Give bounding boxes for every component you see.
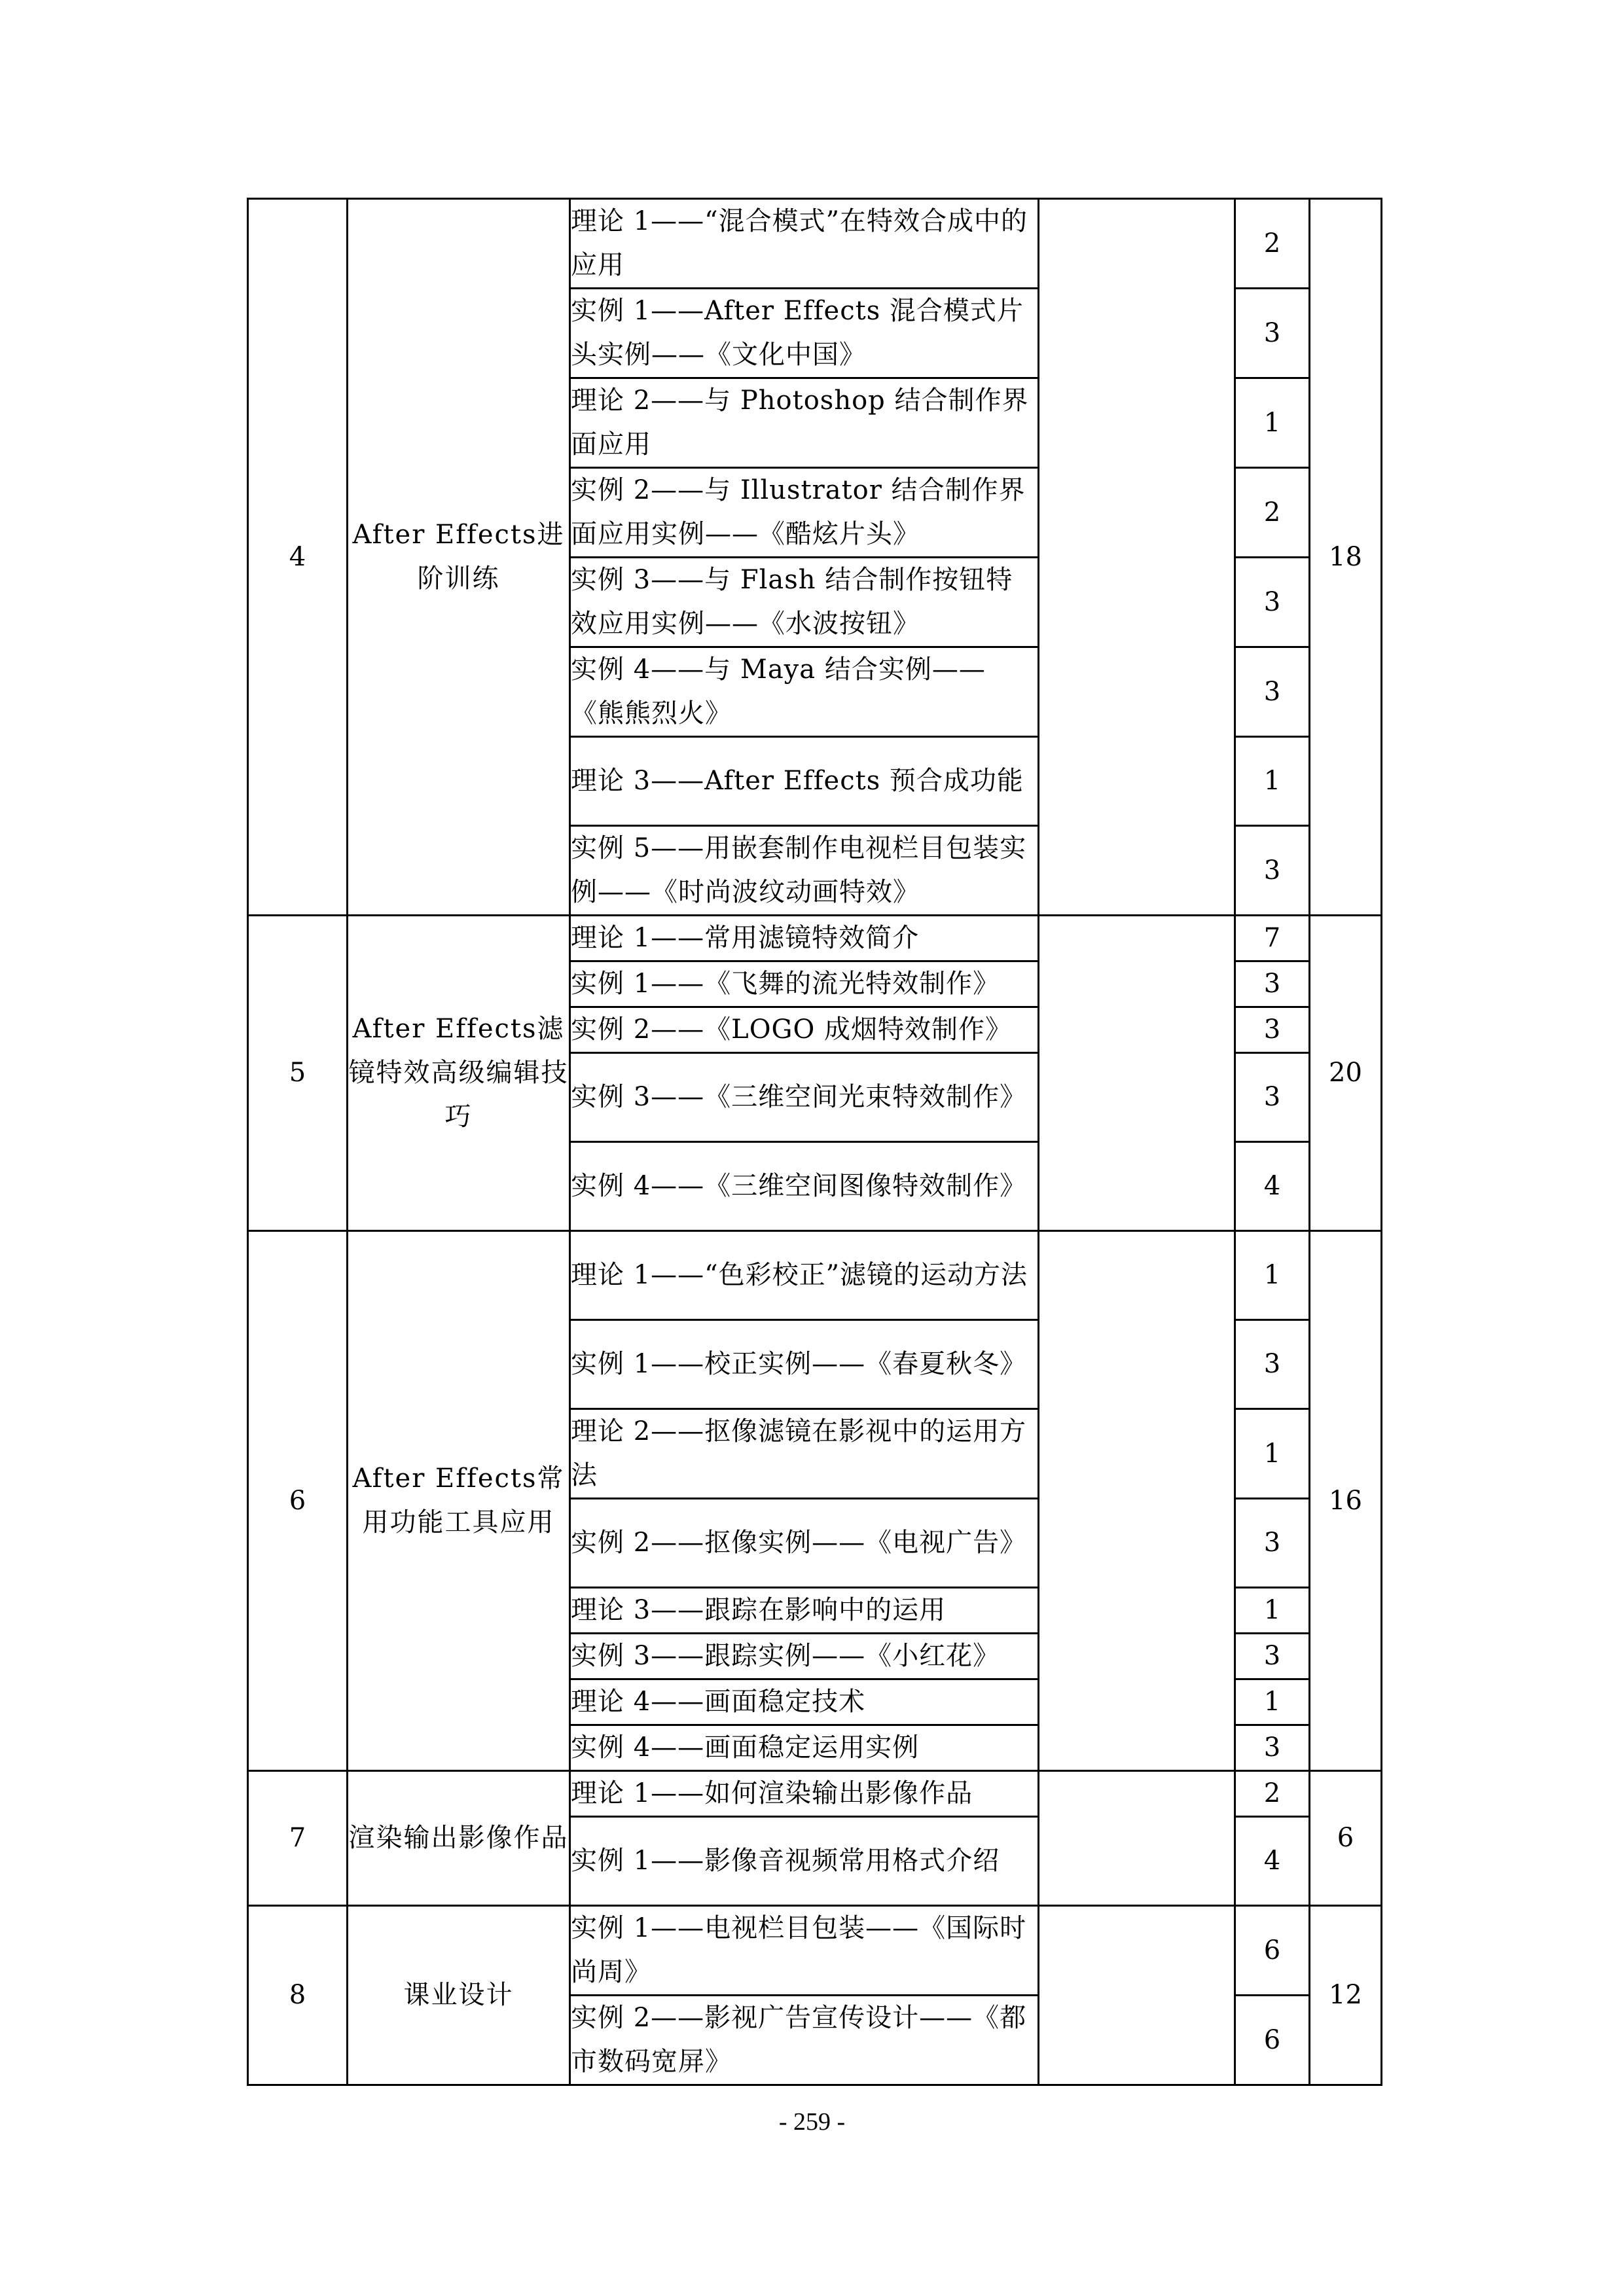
lesson-hours: 2 — [1235, 468, 1310, 558]
lesson-content: 实例 2——影视广告宣传设计——《都市数码宽屏》 — [570, 1996, 1039, 2085]
lesson-content: 理论 3——After Effects 预合成功能 — [570, 737, 1039, 826]
lesson-content: 实例 4——画面稳定运用实例 — [570, 1725, 1039, 1771]
table-row — [248, 1771, 1382, 1817]
module-number: 5 — [248, 916, 348, 1231]
module-title: 渲染输出影像作品 — [348, 1771, 570, 1906]
table-row — [248, 1231, 1382, 1320]
lesson-content: 实例 5——用嵌套制作电视栏目包装实例——《时尚波纹动画特效》 — [570, 826, 1039, 916]
lesson-hours: 3 — [1235, 826, 1310, 916]
lesson-hours: 3 — [1235, 1634, 1310, 1679]
empty-cell — [1039, 199, 1235, 916]
lesson-hours: 1 — [1235, 1409, 1310, 1499]
lesson-content: 实例 1——影像音视频常用格式介绍 — [570, 1817, 1039, 1906]
page-number: - 259 - — [778, 2108, 846, 2136]
lesson-hours: 3 — [1235, 289, 1310, 378]
module-total-hours: 16 — [1310, 1231, 1382, 1771]
empty-cell — [1039, 1906, 1235, 2085]
lesson-content: 理论 1——“混合模式”在特效合成中的应用 — [570, 199, 1039, 289]
table-row — [248, 199, 1382, 289]
lesson-hours: 3 — [1235, 1725, 1310, 1771]
module-title: After Effects进阶训练 — [348, 199, 570, 916]
lesson-hours: 1 — [1235, 1231, 1310, 1320]
module-number: 4 — [248, 199, 348, 916]
lesson-hours: 2 — [1235, 1771, 1310, 1817]
lesson-content: 实例 2——抠像实例——《电视广告》 — [570, 1499, 1039, 1588]
module-number: 8 — [248, 1906, 348, 2085]
lesson-hours: 3 — [1235, 1053, 1310, 1142]
lesson-content: 实例 1——电视栏目包装——《国际时尚周》 — [570, 1906, 1039, 1996]
lesson-hours: 1 — [1235, 737, 1310, 826]
lesson-content: 理论 1——“色彩校正”滤镜的运动方法 — [570, 1231, 1039, 1320]
lesson-content: 理论 2——与 Photoshop 结合制作界面应用 — [570, 378, 1039, 468]
lesson-content: 理论 1——常用滤镜特效简介 — [570, 916, 1039, 961]
lesson-content: 理论 3——跟踪在影响中的运用 — [570, 1588, 1039, 1634]
lesson-hours: 3 — [1235, 1320, 1310, 1409]
lesson-hours: 7 — [1235, 916, 1310, 961]
module-total-hours: 18 — [1310, 199, 1382, 916]
lesson-content: 实例 1——After Effects 混合模式片头实例——《文化中国》 — [570, 289, 1039, 378]
curriculum-table — [247, 198, 1382, 2086]
module-title: After Effects常用功能工具应用 — [348, 1231, 570, 1771]
lesson-hours: 2 — [1235, 199, 1310, 289]
lesson-hours: 3 — [1235, 1499, 1310, 1588]
lesson-content: 实例 4——与 Maya 结合实例——《熊熊烈火》 — [570, 647, 1039, 737]
lesson-content: 理论 1——如何渲染输出影像作品 — [570, 1771, 1039, 1817]
lesson-content: 实例 1——《飞舞的流光特效制作》 — [570, 961, 1039, 1007]
lesson-hours: 3 — [1235, 961, 1310, 1007]
lesson-content: 实例 1——校正实例——《春夏秋冬》 — [570, 1320, 1039, 1409]
table-row — [248, 916, 1382, 961]
lesson-content: 实例 3——与 Flash 结合制作按钮特效应用实例——《水波按钮》 — [570, 558, 1039, 647]
module-total-hours: 12 — [1310, 1906, 1382, 2085]
lesson-hours: 1 — [1235, 1588, 1310, 1634]
lesson-hours: 1 — [1235, 1679, 1310, 1725]
lesson-hours: 3 — [1235, 1007, 1310, 1053]
module-title: 课业设计 — [348, 1906, 570, 2085]
lesson-hours: 3 — [1235, 647, 1310, 737]
lesson-hours: 4 — [1235, 1817, 1310, 1906]
module-number: 7 — [248, 1771, 348, 1906]
lesson-content: 理论 4——画面稳定技术 — [570, 1679, 1039, 1725]
lesson-hours: 1 — [1235, 378, 1310, 468]
lesson-content: 实例 4——《三维空间图像特效制作》 — [570, 1142, 1039, 1231]
empty-cell — [1039, 1771, 1235, 1906]
table-row — [248, 1906, 1382, 1996]
empty-cell — [1039, 1231, 1235, 1771]
lesson-content: 理论 2——抠像滤镜在影视中的运用方法 — [570, 1409, 1039, 1499]
lesson-content: 实例 2——《LOGO 成烟特效制作》 — [570, 1007, 1039, 1053]
lesson-content: 实例 3——《三维空间光束特效制作》 — [570, 1053, 1039, 1142]
lesson-hours: 6 — [1235, 1906, 1310, 1996]
curriculum-table-body — [248, 199, 1382, 2085]
module-number: 6 — [248, 1231, 348, 1771]
module-total-hours: 6 — [1310, 1771, 1382, 1906]
lesson-hours: 4 — [1235, 1142, 1310, 1231]
module-total-hours: 20 — [1310, 916, 1382, 1231]
lesson-content: 实例 2——与 Illustrator 结合制作界面应用实例——《酷炫片头》 — [570, 468, 1039, 558]
module-title: After Effects滤镜特效高级编辑技巧 — [348, 916, 570, 1231]
lesson-content: 实例 3——跟踪实例——《小红花》 — [570, 1634, 1039, 1679]
lesson-hours: 6 — [1235, 1996, 1310, 2085]
lesson-hours: 3 — [1235, 558, 1310, 647]
empty-cell — [1039, 916, 1235, 1231]
